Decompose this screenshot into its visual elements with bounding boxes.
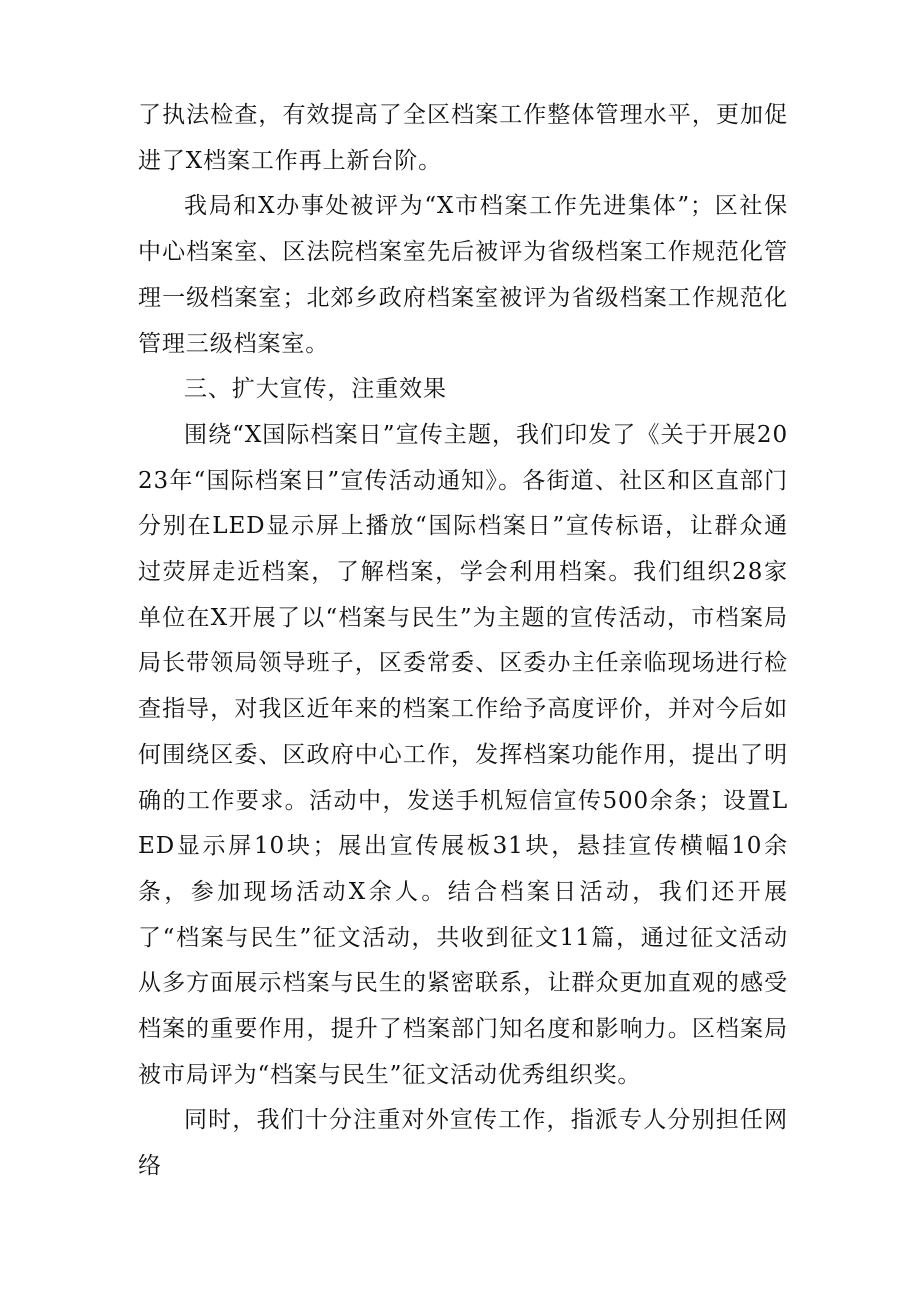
document-body: [138, 93, 788, 1190]
section-heading: 三、扩大宣传，注重效果: [184, 376, 447, 403]
paragraph-continuation: 了执法检查，有效提高了全区档案工作整体管理水平，更加促进了X档案工作再上新台阶。: [138, 102, 788, 174]
paragraph-publicity-activities: 围绕“X国际档案日”宣传主题，我们印发了《关于开展2023年“国际档案日”宣传活动通知》。各街道、社区和区直部门分别在LED显示屏上播放“国际档案日”宣传标语，让群众通过荧屏走近档案，了解档案，学会利用档案。我们组织28家单位在X开展了以“档案与民生”为主题的宣传活动，市档案局局长带领局领导班子，区委常委、区委办主任亲临现场进行检查指导，对我区近年来的档案工作给予高度评价，并对今后如何围绕区委、区政府中心工作，发挥档案功能作用，提出了明确的工作要求。活动中，发送手机短信宣传500余条；设置LED显示屏10块；展出宣传展板31块，悬挂宣传横幅10余条，参加现场活动X余人。结合档案日活动，我们还开展了“档案与民生”征文活动，共收到征文11篇，通过征文活动从多方面展示档案与民生的紧密联系，让群众更加直观的感受档案的重要作用，提升了档案部门知名度和影响力。区档案局被市局评为“档案与民生”征文活动优秀组织奖。: [138, 421, 788, 1088]
paragraph-external-publicity: 同时，我们十分注重对外宣传工作，指派专人分别担任网络: [138, 1107, 788, 1180]
paragraph-awards: 我局和X办事处被评为“X市档案工作先进集体”；区社保中心档案室、区法院档案室先后被评为省级档案工作规范化管理一级档案室；北郊乡政府档案室被评为省级档案工作规范化管理三级档案室。: [138, 193, 788, 357]
